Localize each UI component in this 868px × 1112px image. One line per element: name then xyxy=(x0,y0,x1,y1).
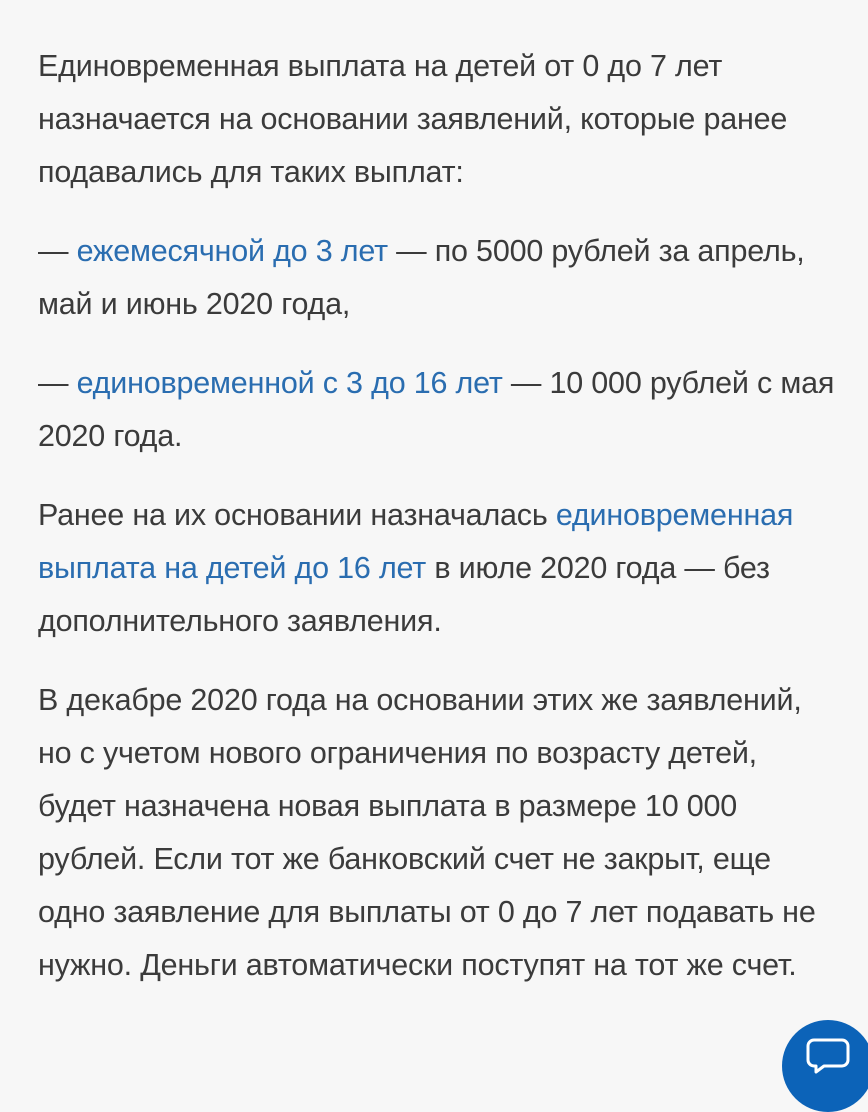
paragraph-suffix: — 10 000 рублей с мая 2020 года. xyxy=(38,366,835,453)
link-one-time-payment[interactable]: единовременной с 3 до 16 лет xyxy=(76,366,503,400)
paragraph-december: В декабре 2020 года на основании этих же заявлений, но с учетом нового ограничения по возрасту детей, будет назначена новая выплата в размере 10 000 рублей. Если тот же банковский счет не закрыт, еще одно заявление для выплаты от 0 до 7 лет подавать не нужно. Деньги автоматически поступят на тот же счет. xyxy=(38,683,816,982)
paragraph-previous xyxy=(38,489,838,648)
paragraph-prefix: — xyxy=(38,234,77,268)
link-monthly-payment[interactable]: ежемесячной до 3 лет xyxy=(76,234,388,268)
paragraph-prefix: Ранее на их основании назначалась xyxy=(38,498,556,532)
paragraph-one-time xyxy=(38,357,838,463)
chat-button[interactable] xyxy=(782,1020,868,1112)
paragraph-monthly xyxy=(38,225,838,331)
paragraph-intro: Единовременная выплата на детей от 0 до 7 лет назначается на основании заявлений, которые ранее подавались для таких выплат: xyxy=(38,49,788,189)
chat-bubble-icon xyxy=(806,1020,850,1079)
paragraph-suffix: в июле 2020 года — без дополнительного заявления. xyxy=(38,551,770,638)
paragraph-suffix: — по 5000 рублей за апрель, май и июнь 2020 года, xyxy=(38,234,805,321)
article-body xyxy=(38,40,838,992)
paragraph-prefix: — xyxy=(38,366,77,400)
link-payment-under-16[interactable]: единовременная выплата на детей до 16 лет xyxy=(38,498,794,585)
